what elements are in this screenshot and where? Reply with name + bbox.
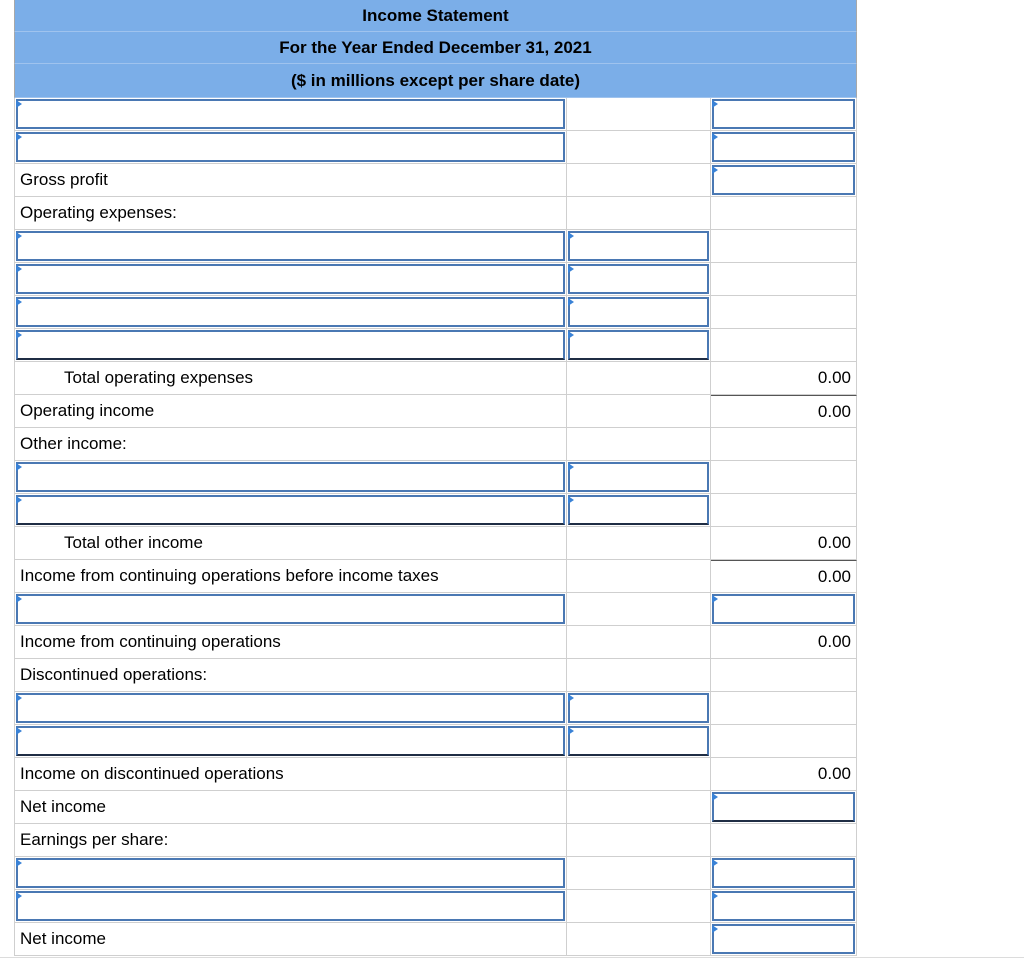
detail-amount-cell xyxy=(567,560,711,592)
detail-amount-input[interactable] xyxy=(568,726,709,756)
total-amount-input[interactable] xyxy=(712,165,855,195)
row-label: Gross profit xyxy=(14,164,567,196)
total-amount-cell xyxy=(711,131,857,163)
dropdown-arrow-icon[interactable] xyxy=(712,793,718,801)
account-name-input[interactable] xyxy=(16,264,565,294)
total-amount-cell xyxy=(711,164,857,196)
statement-row xyxy=(14,494,857,527)
dropdown-arrow-icon[interactable] xyxy=(712,892,718,900)
statement-row xyxy=(14,98,857,131)
dropdown-arrow-icon[interactable] xyxy=(16,892,22,900)
detail-amount-cell xyxy=(567,593,711,625)
dropdown-arrow-icon[interactable] xyxy=(16,232,22,240)
dropdown-arrow-icon[interactable] xyxy=(568,232,574,240)
dropdown-arrow-icon[interactable] xyxy=(16,727,22,735)
total-amount-input[interactable] xyxy=(712,99,855,129)
dropdown-arrow-icon[interactable] xyxy=(712,859,718,867)
statement-row xyxy=(14,527,857,560)
total-amount-value: 0.00 xyxy=(711,527,857,559)
dropdown-arrow-icon[interactable] xyxy=(16,463,22,471)
total-amount-input[interactable] xyxy=(712,594,855,624)
account-cell xyxy=(14,725,567,757)
account-cell xyxy=(14,230,567,262)
statement-row xyxy=(14,923,857,956)
statement-row xyxy=(14,395,857,428)
account-name-input[interactable] xyxy=(16,132,565,162)
total-amount-cell xyxy=(711,692,857,724)
total-amount-cell xyxy=(711,296,857,328)
row-label: Total operating expenses xyxy=(14,362,567,394)
total-amount-cell xyxy=(711,593,857,625)
account-cell xyxy=(14,692,567,724)
total-amount-cell xyxy=(711,494,857,526)
total-amount-value: 0.00 xyxy=(711,626,857,658)
account-name-input[interactable] xyxy=(16,330,565,360)
total-amount-value: 0.00 xyxy=(711,395,857,427)
total-amount-value xyxy=(711,659,857,691)
dropdown-arrow-icon[interactable] xyxy=(712,166,718,174)
statement-rows xyxy=(14,98,857,956)
detail-amount-cell xyxy=(567,824,711,856)
dropdown-arrow-icon[interactable] xyxy=(568,298,574,306)
statement-row xyxy=(14,824,857,857)
detail-amount-cell xyxy=(567,461,711,493)
row-label: Income on discontinued operations xyxy=(14,758,567,790)
statement-row xyxy=(14,593,857,626)
total-amount-value: 0.00 xyxy=(711,758,857,790)
row-label: Income from continuing operations xyxy=(14,626,567,658)
total-amount-value xyxy=(711,197,857,229)
detail-amount-cell xyxy=(567,692,711,724)
row-label: Other income: xyxy=(14,428,567,460)
detail-amount-cell xyxy=(567,131,711,163)
dropdown-arrow-icon[interactable] xyxy=(568,331,574,339)
statement-row xyxy=(14,428,857,461)
dropdown-arrow-icon[interactable] xyxy=(712,595,718,603)
detail-amount-cell xyxy=(567,659,711,691)
detail-amount-cell xyxy=(567,329,711,361)
total-amount-cell xyxy=(711,725,857,757)
account-cell xyxy=(14,131,567,163)
dropdown-arrow-icon[interactable] xyxy=(16,100,22,108)
dropdown-arrow-icon[interactable] xyxy=(568,727,574,735)
statement-row xyxy=(14,758,857,791)
detail-amount-cell xyxy=(567,197,711,229)
row-label: Operating expenses: xyxy=(14,197,567,229)
account-cell xyxy=(14,461,567,493)
dropdown-arrow-icon[interactable] xyxy=(568,694,574,702)
dropdown-arrow-icon[interactable] xyxy=(568,265,574,273)
total-amount-cell xyxy=(711,461,857,493)
detail-amount-cell xyxy=(567,98,711,130)
row-label: Operating income xyxy=(14,395,567,427)
account-name-input[interactable] xyxy=(16,495,565,525)
detail-amount-input[interactable] xyxy=(568,231,709,261)
dropdown-arrow-icon[interactable] xyxy=(568,463,574,471)
account-cell xyxy=(14,593,567,625)
total-amount-cell xyxy=(711,857,857,889)
dropdown-arrow-icon[interactable] xyxy=(16,694,22,702)
total-amount-cell xyxy=(711,98,857,130)
total-amount-input[interactable] xyxy=(712,132,855,162)
statement-row xyxy=(14,461,857,494)
statement-row xyxy=(14,890,857,923)
account-name-input[interactable] xyxy=(16,594,565,624)
total-amount-value xyxy=(711,428,857,460)
total-amount-value: 0.00 xyxy=(711,362,857,394)
total-amount-input[interactable] xyxy=(712,891,855,921)
account-name-input[interactable] xyxy=(16,891,565,921)
statement-row xyxy=(14,659,857,692)
statement-row xyxy=(14,296,857,329)
statement-row xyxy=(14,560,857,593)
dropdown-arrow-icon[interactable] xyxy=(712,925,718,933)
row-label: Total other income xyxy=(14,527,567,559)
detail-amount-input[interactable] xyxy=(568,693,709,723)
total-amount-cell xyxy=(711,230,857,262)
row-label: Earnings per share: xyxy=(14,824,567,856)
dropdown-arrow-icon[interactable] xyxy=(16,496,22,504)
statement-row xyxy=(14,230,857,263)
dropdown-arrow-icon[interactable] xyxy=(16,331,22,339)
account-name-input[interactable] xyxy=(16,462,565,492)
statement-row xyxy=(14,626,857,659)
detail-amount-cell xyxy=(567,890,711,922)
statement-row xyxy=(14,857,857,890)
dropdown-arrow-icon[interactable] xyxy=(16,859,22,867)
account-name-input[interactable] xyxy=(16,297,565,327)
detail-amount-cell xyxy=(567,395,711,427)
statement-row xyxy=(14,164,857,197)
total-amount-input[interactable] xyxy=(712,858,855,888)
page-bottom-border xyxy=(0,957,1024,958)
detail-amount-cell xyxy=(567,428,711,460)
account-cell xyxy=(14,263,567,295)
dropdown-arrow-icon[interactable] xyxy=(568,496,574,504)
detail-amount-input[interactable] xyxy=(568,297,709,327)
statement-row xyxy=(14,131,857,164)
income-statement-worksheet xyxy=(14,0,857,956)
account-name-input[interactable] xyxy=(16,693,565,723)
detail-amount-cell xyxy=(567,296,711,328)
statement-row xyxy=(14,263,857,296)
total-amount-value xyxy=(711,824,857,856)
detail-amount-cell xyxy=(567,857,711,889)
row-label: Discontinued operations: xyxy=(14,659,567,691)
dropdown-arrow-icon[interactable] xyxy=(16,265,22,273)
total-amount-cell xyxy=(711,890,857,922)
total-amount-cell xyxy=(711,329,857,361)
account-name-input[interactable] xyxy=(16,99,565,129)
total-amount-cell xyxy=(711,263,857,295)
detail-amount-cell xyxy=(567,230,711,262)
detail-amount-cell xyxy=(567,758,711,790)
detail-amount-input[interactable] xyxy=(568,330,709,360)
total-amount-cell xyxy=(711,923,857,955)
detail-amount-cell xyxy=(567,263,711,295)
account-name-input[interactable] xyxy=(16,858,565,888)
detail-amount-input[interactable] xyxy=(568,495,709,525)
dropdown-arrow-icon[interactable] xyxy=(712,100,718,108)
total-amount-input[interactable] xyxy=(712,792,855,822)
row-label: Net income xyxy=(14,791,567,823)
row-label: Net income xyxy=(14,923,567,955)
statement-row xyxy=(14,791,857,824)
detail-amount-cell xyxy=(567,527,711,559)
account-name-input[interactable] xyxy=(16,231,565,261)
detail-amount-cell xyxy=(567,725,711,757)
detail-amount-cell xyxy=(567,164,711,196)
detail-amount-input[interactable] xyxy=(568,462,709,492)
statement-row xyxy=(14,329,857,362)
statement-row xyxy=(14,725,857,758)
detail-amount-cell xyxy=(567,362,711,394)
dropdown-arrow-icon[interactable] xyxy=(712,133,718,141)
detail-amount-cell xyxy=(567,791,711,823)
dropdown-arrow-icon[interactable] xyxy=(16,595,22,603)
row-label: Income from continuing operations before income taxes xyxy=(14,560,567,592)
account-cell xyxy=(14,857,567,889)
statement-row xyxy=(14,362,857,395)
statement-period: For the Year Ended December 31, 2021 xyxy=(14,32,857,64)
statement-row xyxy=(14,692,857,725)
detail-amount-cell xyxy=(567,923,711,955)
total-amount-value: 0.00 xyxy=(711,560,857,592)
statement-row xyxy=(14,197,857,230)
total-amount-cell xyxy=(711,791,857,823)
total-amount-input[interactable] xyxy=(712,924,855,954)
account-name-input[interactable] xyxy=(16,726,565,756)
detail-amount-cell xyxy=(567,494,711,526)
detail-amount-cell xyxy=(567,626,711,658)
dropdown-arrow-icon[interactable] xyxy=(16,298,22,306)
statement-title: Income Statement xyxy=(14,0,857,32)
dropdown-arrow-icon[interactable] xyxy=(16,133,22,141)
detail-amount-input[interactable] xyxy=(568,264,709,294)
account-cell xyxy=(14,296,567,328)
account-cell xyxy=(14,494,567,526)
statement-units: ($ in millions except per share date) xyxy=(14,64,857,98)
account-cell xyxy=(14,329,567,361)
account-cell xyxy=(14,98,567,130)
account-cell xyxy=(14,890,567,922)
